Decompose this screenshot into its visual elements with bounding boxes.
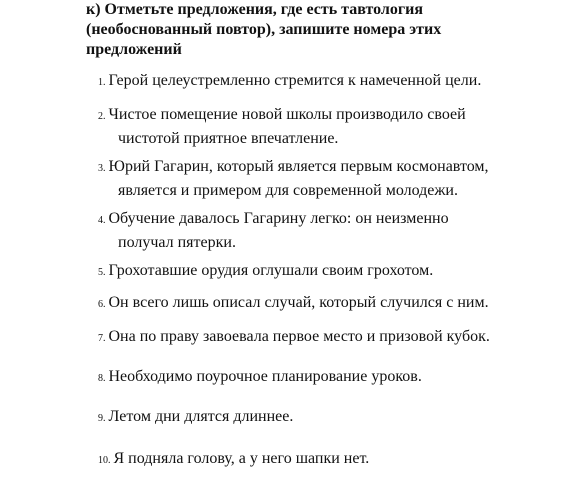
item-text: Грохотавшие орудия оглушали своим грохотом. [108,262,434,279]
item-number: 6. [98,299,106,310]
item-text-continuation: чистотой приятное впечатление. [118,130,339,147]
sentence-item-6 [98,292,538,316]
item-text: Он всего лишь описал случай, который случился с ним. [108,294,489,311]
item-number: 3. [98,163,106,174]
sentence-item-2 [98,104,538,150]
item-text-continuation: получал пятерки. [118,234,236,251]
item-text-continuation: является и примером для современной молодежи. [118,182,458,199]
task-heading-line: к) Отметьте предложения, где есть тавтология [86,1,424,18]
item-text: Чистое помещение новой школы производило своей [108,106,466,123]
sentence-item-1 [98,70,538,94]
sentence-item-9 [98,406,538,430]
item-text: Летом дни длятся длиннее. [108,408,294,425]
item-number: 4. [98,215,106,226]
item-number: 5. [98,267,106,278]
sentence-item-7 [98,326,538,350]
item-text: Обучение давалось Гагарину легко: он неизменно [108,210,449,227]
task-heading-line: (необоснованный повтор), запишите номера этих [86,21,442,38]
item-text: Герой целеустремленно стремится к намеченной цели. [108,72,482,89]
item-number: 1. [98,77,106,88]
item-text: Она по праву завоевала первое место и призовой кубок. [108,328,490,345]
item-text: Необходимо поурочное планирование уроков. [108,368,422,385]
task-heading-line: предложений [86,41,182,58]
sentence-item-8 [98,366,538,390]
sentence-item-3 [98,156,538,202]
item-number: 9. [98,413,106,424]
sentence-item-10 [98,448,538,472]
item-number: 8. [98,373,106,384]
item-text: Юрий Гагарин, который является первым космонавтом, [108,158,489,175]
item-text: Я подняла голову, а у него шапки нет. [113,450,370,467]
item-number: 7. [98,333,106,344]
item-number: 10. [98,455,111,466]
sentence-item-4 [98,208,538,254]
item-number: 2. [98,111,106,122]
sentence-item-5 [98,260,538,284]
